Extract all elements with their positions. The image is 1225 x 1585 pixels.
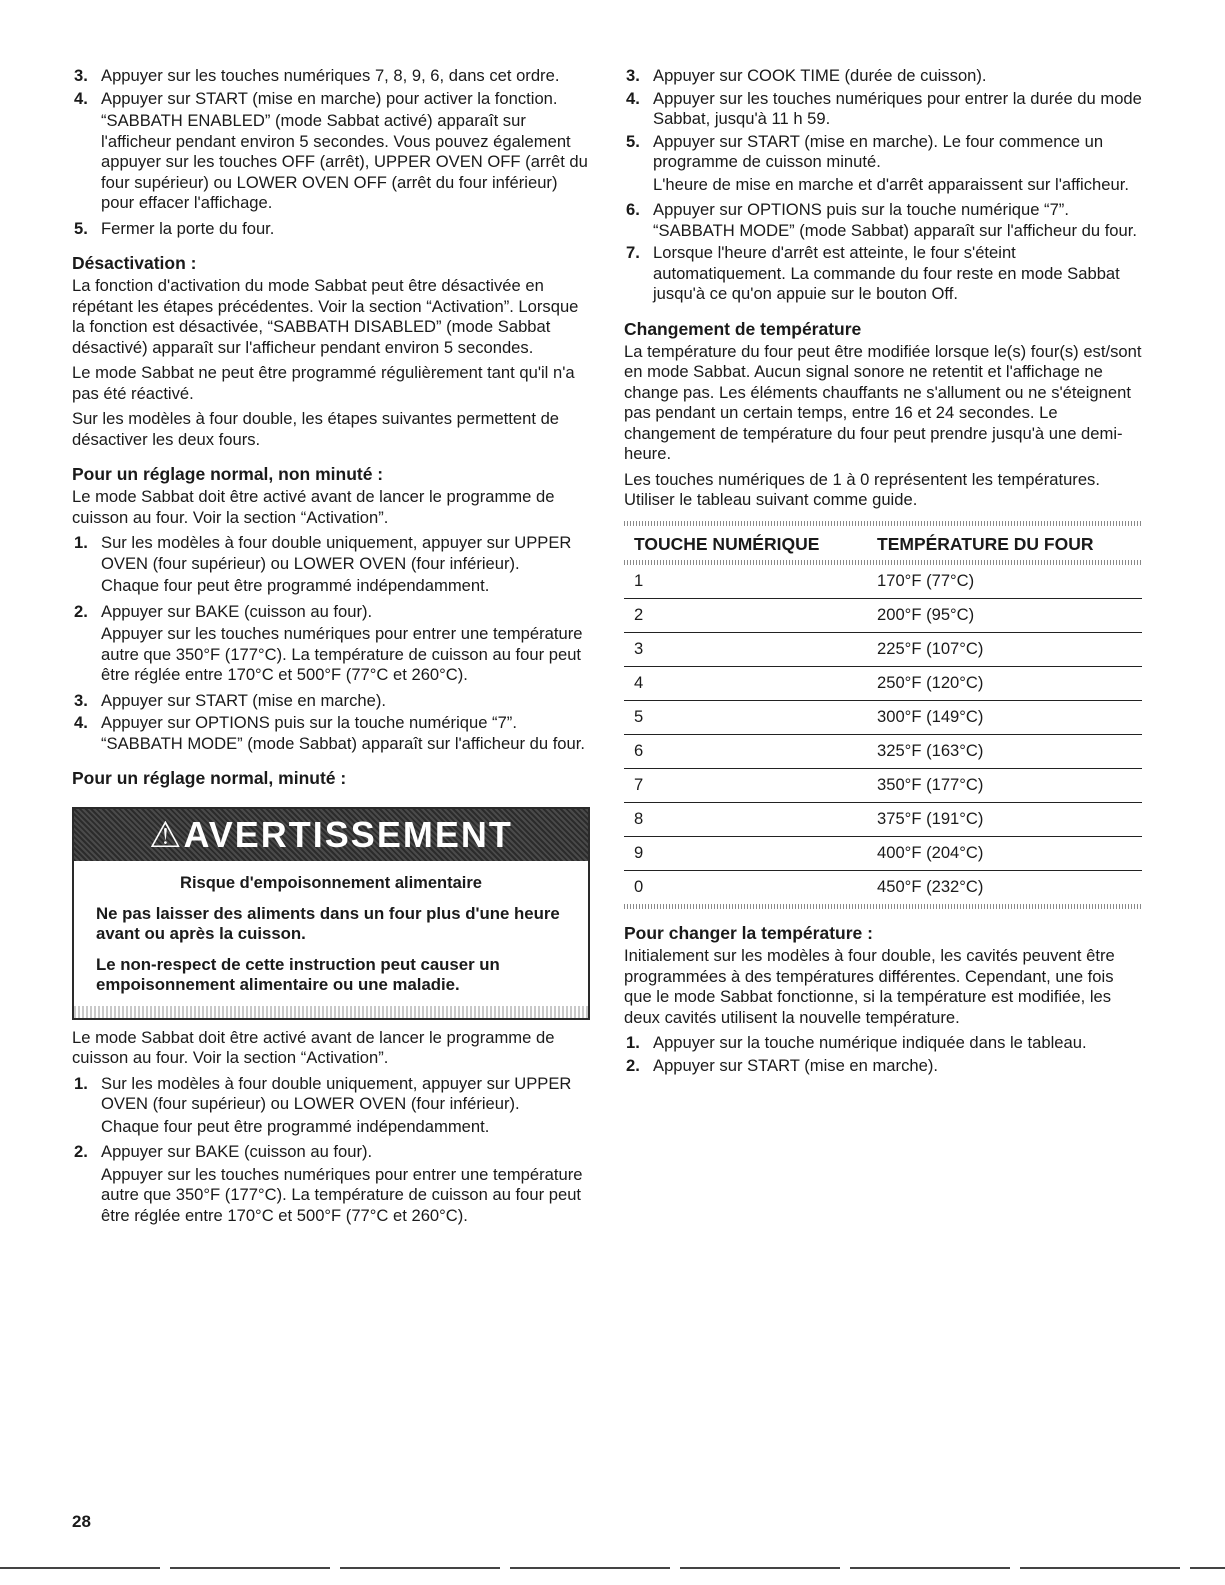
step-number: 5. bbox=[626, 131, 640, 151]
warning-box bbox=[72, 807, 590, 1020]
warning-triangle-icon: ⚠ bbox=[149, 814, 184, 855]
paragraph: Sur les modèles à four double, les étapes suivantes permettent de désactiver les deux fours. bbox=[72, 409, 560, 449]
table-row bbox=[624, 565, 1142, 599]
page-number: 28 bbox=[72, 1512, 91, 1531]
table-cell-key: 0 bbox=[634, 877, 644, 896]
step-text: Appuyer sur OPTIONS puis sur la touche numérique “7”. “SABBATH MODE” (mode Sabbat) apparaît sur l'afficheur du four. bbox=[653, 200, 1137, 240]
section-title-normal-untimed: Pour un réglage normal, non minuté : bbox=[72, 464, 384, 484]
table-cell-temperature: 450°F (232°C) bbox=[877, 877, 984, 896]
paragraph: Les touches numériques de 1 à 0 représentent les températures. Utiliser le tableau suivant comme guide. bbox=[624, 469, 1100, 509]
step-4-start bbox=[72, 89, 592, 110]
step-3-keys bbox=[72, 66, 592, 87]
list-item bbox=[624, 200, 1144, 241]
bottom-rule bbox=[0, 1567, 1225, 1569]
table-row bbox=[624, 769, 1142, 803]
table-cell-temperature: 325°F (163°C) bbox=[877, 741, 984, 760]
table-cell-key: 2 bbox=[634, 605, 644, 624]
step-number: 6. bbox=[626, 200, 640, 219]
step-number: 3. bbox=[74, 690, 88, 710]
step-text: Appuyer sur START (mise en marche). bbox=[101, 690, 386, 710]
step-text: Appuyer sur START (mise en marche) pour activer la fonction. bbox=[101, 88, 558, 108]
table-cell-key: 6 bbox=[634, 741, 644, 760]
warning-footer-pattern bbox=[74, 1006, 588, 1018]
step-text: Appuyer sur START (mise en marche). bbox=[653, 1055, 938, 1075]
table-row bbox=[624, 633, 1142, 667]
table-row bbox=[624, 701, 1142, 735]
table-bottom-border bbox=[624, 904, 1142, 909]
step-number: 3. bbox=[74, 66, 88, 85]
table-row bbox=[624, 667, 1142, 701]
table-cell-key: 4 bbox=[634, 673, 644, 692]
list-item bbox=[72, 602, 592, 623]
list-item bbox=[624, 132, 1144, 173]
table-cell-temperature: 250°F (120°C) bbox=[877, 673, 984, 692]
step-text: Appuyer sur BAKE (cuisson au four). bbox=[101, 1142, 373, 1161]
step-text: Appuyer sur les touches numériques 7, 8, 9, 6, dans cet ordre. bbox=[101, 66, 560, 85]
warning-consequence: Le non-respect de cette instruction peut causer un empoisonnement alimentaire ou une maladie. bbox=[96, 954, 500, 994]
step-number: 4. bbox=[74, 88, 88, 108]
section-title-deactivation: Désactivation : bbox=[72, 253, 197, 273]
list-item bbox=[624, 243, 1144, 305]
step-number: 4. bbox=[626, 88, 640, 108]
step-note: Chaque four peut être programmé indépendamment. bbox=[101, 1116, 490, 1136]
list-item bbox=[624, 1056, 1144, 1077]
section-title-change-temperature: Pour changer la température : bbox=[624, 923, 873, 943]
list-item bbox=[624, 89, 1144, 130]
step-note: L'heure de mise en marche et d'arrêt apparaissent sur l'afficheur. bbox=[653, 174, 1129, 194]
step-text: Appuyer sur COOK TIME (durée de cuisson). bbox=[653, 66, 987, 85]
warning-title: AVERTISSEMENT bbox=[183, 814, 513, 855]
paragraph: La fonction d'activation du mode Sabbat peut être désactivée en répétant les étapes précédentes. Voir la section “Activation”. Lorsque la fonction est désactivée, “SABBATH DISABLED” (mode Sabbat désactivé) apparaît sur l'afficheur pendant environ 5 secondes. bbox=[72, 276, 579, 357]
table-cell-key: 9 bbox=[634, 843, 644, 862]
step-text: Sur les modèles à four double uniquement, appuyer sur UPPER OVEN (four supérieur) ou LOWER OVEN (four inférieur). bbox=[101, 1073, 572, 1113]
table-cell-key: 8 bbox=[634, 809, 644, 828]
temperature-table bbox=[624, 521, 1142, 910]
table-cell-key: 5 bbox=[634, 707, 644, 726]
warning-header bbox=[74, 809, 588, 861]
table-row bbox=[624, 803, 1142, 837]
step-text: Appuyer sur les touches numériques pour entrer la durée du mode Sabbat, jusqu'à 11 h 59. bbox=[653, 88, 1142, 128]
step-note: Appuyer sur les touches numériques pour entrer une température autre que 350°F (177°C). La température de cuisson au four peut être réglée entre 170°C et 500°F (77°C et 260°C). bbox=[101, 624, 583, 684]
table-cell-temperature: 225°F (107°C) bbox=[877, 639, 984, 658]
section-title-normal-timed: Pour un réglage normal, minuté : bbox=[72, 768, 347, 788]
step-text: Fermer la porte du four. bbox=[101, 218, 275, 238]
paragraph: Le mode Sabbat ne peut être programmé régulièrement tant qu'il n'a pas été réactivé. bbox=[72, 363, 575, 403]
step-text: Lorsque l'heure d'arrêt est atteinte, le four s'éteint automatiquement. La commande du four reste en mode Sabbat jusqu'à ce qu'on appuie sur le bouton Off. bbox=[653, 243, 1120, 303]
list-item bbox=[624, 1033, 1144, 1054]
table-row bbox=[624, 599, 1142, 633]
paragraph: Initialement sur les modèles à four double, les cavités peuvent être programmées à des températures différentes. Cependant, une fois que le mode Sabbat fonctionne, si la température est modifiée, les deux cavités utilisent la nouvelle température. bbox=[624, 946, 1115, 1027]
step-note: Appuyer sur les touches numériques pour entrer une température autre que 350°F (177°C). La température de cuisson au four peut être réglée entre 170°C et 500°F (77°C et 260°C). bbox=[101, 1164, 583, 1225]
table-body bbox=[624, 565, 1142, 904]
list-item bbox=[72, 1074, 592, 1115]
table-cell-temperature: 350°F (177°C) bbox=[877, 775, 984, 794]
right-column bbox=[624, 66, 1144, 1078]
table-cell-temperature: 170°F (77°C) bbox=[877, 571, 975, 590]
table-cell-temperature: 200°F (95°C) bbox=[877, 605, 975, 624]
table-row bbox=[624, 871, 1142, 904]
step-5-close-door bbox=[72, 219, 592, 240]
table-cell-temperature: 400°F (204°C) bbox=[877, 843, 984, 862]
table-cell-temperature: 375°F (191°C) bbox=[877, 809, 984, 828]
section-title-temperature-change: Changement de température bbox=[624, 318, 862, 339]
paragraph: Le mode Sabbat doit être activé avant de lancer le programme de cuisson au four. Voir la section “Activation”. bbox=[72, 487, 555, 527]
table-cell-key: 3 bbox=[634, 639, 644, 658]
list-item bbox=[72, 691, 592, 712]
step-number: 2. bbox=[626, 1055, 640, 1075]
list-item bbox=[624, 66, 1144, 87]
step-number: 3. bbox=[626, 66, 640, 85]
step-text: Appuyer sur la touche numérique indiquée dans le tableau. bbox=[653, 1033, 1087, 1052]
warning-instruction: Ne pas laisser des aliments dans un four plus d'une heure avant ou après la cuisson. bbox=[96, 903, 560, 943]
step-number: 1. bbox=[74, 533, 88, 552]
column-header-temperature: TEMPÉRATURE DU FOUR bbox=[877, 533, 1094, 554]
left-column bbox=[72, 66, 592, 1231]
step-text: Sur les modèles à four double uniquement, appuyer sur UPPER OVEN (four supérieur) ou LOWER OVEN (four inférieur). bbox=[101, 533, 572, 573]
step-text: Appuyer sur BAKE (cuisson au four). bbox=[101, 601, 373, 621]
table-cell-temperature: 300°F (149°C) bbox=[877, 707, 984, 726]
table-row bbox=[624, 837, 1142, 871]
step-number: 4. bbox=[74, 713, 88, 732]
list-item bbox=[72, 1142, 592, 1163]
list-item bbox=[72, 713, 592, 754]
step-number: 1. bbox=[626, 1033, 640, 1052]
table-cell-key: 1 bbox=[634, 571, 644, 590]
paragraph: La température du four peut être modifiée lorsque le(s) four(s) est/sont en mode Sabbat. Aucun signal sonore ne retentit et l'affichage ne change pas. Les éléments chauffants ne s'allument ou ne s'éteignent pas pendant un certain temps, entre 16 et 24 secondes. Le changement de température du four peut prendre jusqu'à une demi-heure. bbox=[624, 341, 1142, 463]
step-number: 1. bbox=[74, 1073, 88, 1093]
step-note: Chaque four peut être programmé indépendamment. bbox=[101, 576, 490, 595]
column-header-key: TOUCHE NUMÉRIQUE bbox=[634, 533, 820, 554]
step-number: 2. bbox=[74, 1142, 88, 1161]
table-cell-key: 7 bbox=[634, 775, 644, 794]
list-item bbox=[72, 533, 592, 574]
table-header bbox=[624, 526, 1142, 561]
step-4-note: “SABBATH ENABLED” (mode Sabbat activé) apparaît sur l'afficheur pendant environ 5 secondes. Vous pouvez également appuyer sur les touches OFF (arrêt), UPPER OVEN OFF (arrêt du four supérieur) ou LOWER OVEN OFF (arrêt du four inférieur) pour effacer l'affichage. bbox=[101, 111, 588, 212]
step-number: 5. bbox=[74, 218, 88, 238]
warning-body bbox=[74, 861, 588, 1006]
step-number: 2. bbox=[74, 601, 88, 621]
step-text: Appuyer sur OPTIONS puis sur la touche numérique “7”. “SABBATH MODE” (mode Sabbat) apparaît sur l'afficheur du four. bbox=[101, 713, 585, 753]
warning-risk: Risque d'empoisonnement alimentaire bbox=[180, 874, 482, 892]
table-row bbox=[624, 735, 1142, 769]
step-text: Appuyer sur START (mise en marche). Le four commence un programme de cuisson minuté. bbox=[653, 131, 1104, 171]
paragraph: Le mode Sabbat doit être activé avant de lancer le programme de cuisson au four. Voir la section “Activation”. bbox=[72, 1027, 555, 1067]
step-number: 7. bbox=[626, 243, 640, 262]
